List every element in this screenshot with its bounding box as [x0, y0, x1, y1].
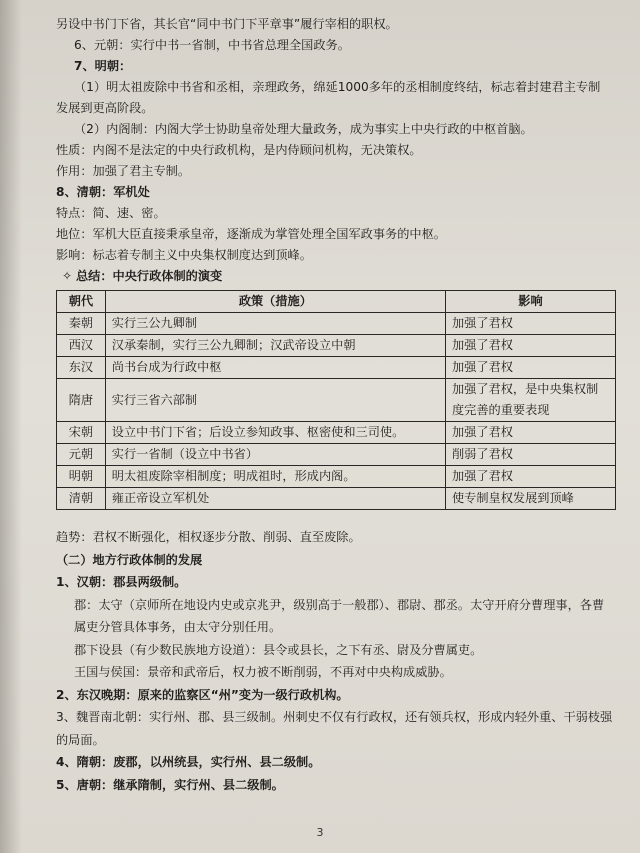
table-row [57, 422, 616, 444]
effect-cell: 加强了君权 [445, 335, 615, 357]
dynasty-cell: 东汉 [57, 357, 106, 379]
table-row [57, 466, 616, 488]
policy-cell: 尚书台成为行政中枢 [105, 357, 445, 379]
table-row [57, 379, 616, 422]
column-header: 影响 [445, 291, 615, 313]
table-row [57, 335, 616, 357]
policy-cell: 实行三省六部制 [105, 379, 445, 422]
policy-cell: 实行三公九卿制 [105, 313, 445, 335]
text-line: 特点：简、速、密。 [56, 206, 166, 220]
text-line: 影响：标志着专制主义中央集权制度达到顶峰。 [56, 248, 312, 262]
summary-title: 总结：中央行政体制的演变 [76, 269, 223, 283]
section-heading: 2、东汉晚期：原来的监察区“州”变为一级行政机构。 [56, 687, 349, 702]
text-line: 地位：军机大臣直接秉承皇帝，逐渐成为掌管处理全国军政事务的中枢。 [56, 227, 446, 241]
dynasty-cell: 秦朝 [57, 313, 106, 335]
text-line: 性质：内阁不是法定的中央行政机构，是内侍顾问机构，无决策权。 [56, 143, 422, 157]
text-line: 另设中书门下省，其长官“同中书门下平章事”履行宰相的职权。 [56, 17, 398, 31]
text-line: 发展到更高阶段。 [56, 101, 154, 115]
lower-text-block [56, 526, 616, 796]
text-line: 王国与侯国：景帝和武帝后，权力被不断削弱，不再对中央构成威胁。 [74, 665, 452, 679]
upper-text-block [56, 14, 616, 287]
page-number: 3 [316, 826, 324, 839]
dynasty-cell: 清朝 [57, 488, 106, 510]
policy-cell: 实行一省制（设立中书省） [105, 444, 445, 466]
policy-cell: 雍正帝设立军机处 [105, 488, 445, 510]
dynasty-cell: 隋唐 [57, 379, 106, 422]
text-paragraph: 3、魏晋南北朝：实行州、郡、县三级制。州刺史不仅有行政权，还有领兵权，形成内轻外重、干弱枝强的局面。 [56, 710, 613, 747]
table-row [57, 357, 616, 379]
text-line: （2）内阁制：内阁大学士协助皇帝处理大量政务，成为事实上中央行政的中枢首脑。 [74, 122, 533, 136]
policy-cell: 明太祖废除宰相制度；明成祖时，形成内阁。 [105, 466, 445, 488]
text-line: 作用：加强了君主专制。 [56, 164, 191, 178]
policy-cell: 设立中书门下省；后设立参知政事、枢密使和三司使。 [105, 422, 445, 444]
effect-cell: 加强了君权 [445, 313, 615, 335]
section-heading: 7、明朝： [74, 59, 132, 73]
table-row [57, 444, 616, 466]
effect-cell: 加强了君权 [445, 466, 615, 488]
text-line: 6、元朝：实行中书一省制，中书省总理全国政务。 [74, 38, 350, 52]
text-paragraph: 郡：太守（京师所在地设内史或京兆尹，级别高于一般郡）、郡尉、郡丞。太守开府分曹理事，各曹属吏分管具体事务，由太守分别任用。 [74, 597, 605, 634]
dynasty-cell: 元朝 [57, 444, 106, 466]
section-heading: 4、隋朝：废郡，以州统县，实行州、县二级制。 [56, 755, 321, 769]
sparkle-icon: ✧ [62, 269, 73, 283]
evolution-table [56, 290, 616, 510]
section-heading: 1、汉朝：郡县两级制。 [56, 575, 187, 589]
policy-cell: 汉承秦制，实行三公九卿制；汉武帝设立中朝 [105, 335, 445, 357]
column-header: 政策（措施） [105, 291, 445, 313]
effect-cell: 使专制皇权发展到顶峰 [445, 488, 615, 510]
table-row [57, 488, 616, 510]
dynasty-cell: 宋朝 [57, 422, 106, 444]
dynasty-cell: 西汉 [57, 335, 106, 357]
text-line: 郡下设县（有少数民族地方设道）：县令或县长，之下有丞、尉及分曹属吏。 [74, 642, 483, 657]
effect-cell: 加强了君权 [445, 357, 615, 379]
summary-title-line [56, 266, 616, 287]
effect-cell: 削弱了君权 [445, 444, 615, 466]
section-heading: 5、唐朝：继承隋制，实行州、县二级制。 [56, 777, 284, 792]
trend-line: 趋势：君权不断强化，相权逐步分散、削弱、直至废除。 [56, 530, 361, 544]
table-row [57, 313, 616, 335]
effect-cell: 加强了君权 [445, 422, 615, 444]
column-header: 朝代 [57, 291, 106, 313]
table-header-row [57, 291, 616, 313]
text-line: （1）明太祖废除中书省和丞相，亲理政务，绵延1000多年的丞相制度终结，标志着封建君主专制 [74, 80, 601, 94]
section-heading: （二）地方行政体制的发展 [56, 552, 203, 567]
section-heading: 8、清朝：军机处 [56, 185, 150, 199]
effect-cell: 加强了君权，是中央集权制度完善的重要表现 [445, 379, 615, 422]
page-shadow [0, 0, 22, 853]
dynasty-cell: 明朝 [57, 466, 106, 488]
